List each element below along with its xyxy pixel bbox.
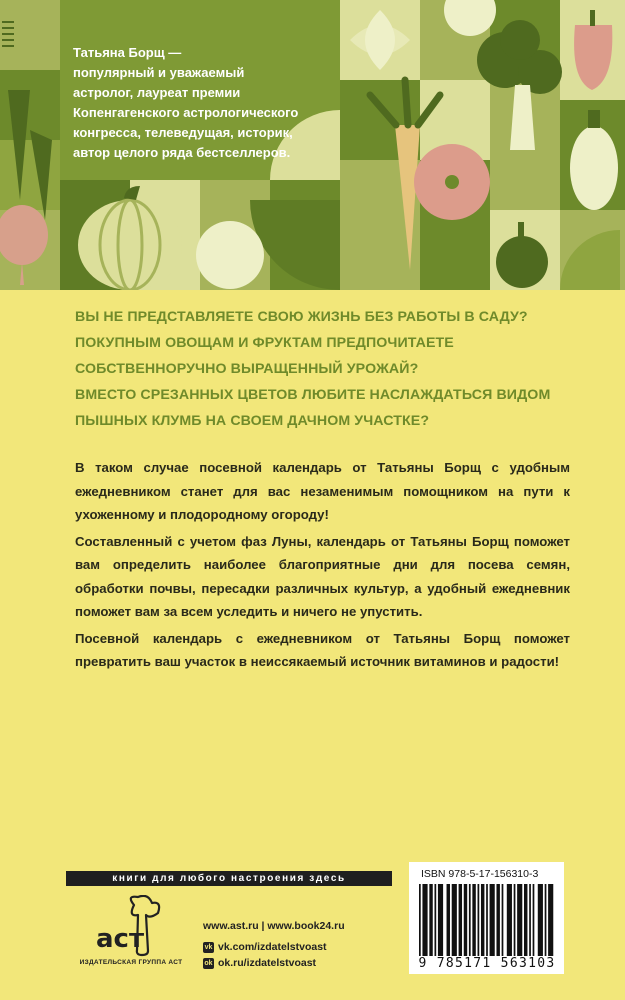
barcode-bar bbox=[514, 884, 516, 956]
barcode-bar bbox=[438, 884, 443, 956]
publisher-websites[interactable]: www.ast.ru | www.book24.ru bbox=[203, 920, 345, 932]
barcode-bar bbox=[524, 884, 527, 956]
barcode-bar bbox=[533, 884, 535, 956]
barcode-bar bbox=[447, 884, 450, 956]
teaser-questions bbox=[75, 304, 575, 434]
author-blurb-line: астролог, лауреат премии bbox=[73, 85, 241, 100]
description-paragraph: В таком случае посевной календарь от Татьяны Борщ с удобным ежедневником станет для вас незаменимым помощником на пути к ухоженному и плодородному огороду! bbox=[75, 460, 570, 522]
isbn-text: ISBN 978-5-17-156310-3 bbox=[421, 868, 539, 880]
teaser-line: ВМЕСТО СРЕЗАННЫХ ЦВЕТОВ ЛЮБИТЕ НАСЛАЖДАТЬСЯ ВИДОМ bbox=[75, 387, 551, 403]
teaser-line: ПЫШНЫХ КЛУМБ НА СВОЕМ ДАЧНОМ УЧАСТКЕ? bbox=[75, 413, 430, 429]
description-paragraph: Составленный с учетом фаз Луны, календарь от Татьяны Борщ поможет вам определить наиболее благоприятные дни для посева семян, обработки почвы, пересадки различных культур, а удобный ежедневник поможет вам за всем уследить и ничего не упустить. bbox=[75, 533, 570, 619]
tagline-bar: книги для любого настроения здесь bbox=[66, 871, 392, 886]
barcode-panel bbox=[409, 862, 564, 974]
author-blurb bbox=[73, 43, 333, 163]
vk-icon: vk bbox=[204, 943, 213, 951]
barcode-bar bbox=[478, 884, 480, 956]
barcode-bar bbox=[517, 884, 522, 956]
barcode-digits: 9 785171 563103 bbox=[418, 956, 556, 971]
barcode-bar bbox=[434, 884, 436, 956]
teaser-line: ВЫ НЕ ПРЕДСТАВЛЯЕТЕ СВОЮ ЖИЗНЬ БЕЗ РАБОТЫ В САДУ? bbox=[75, 309, 528, 325]
barcode-bar bbox=[538, 884, 543, 956]
barcode-bar bbox=[419, 884, 421, 956]
barcode-bar bbox=[507, 884, 512, 956]
author-blurb-line: Татьяна Борщ — bbox=[73, 45, 182, 60]
barcode-bar bbox=[469, 884, 471, 956]
publisher-label: ИЗДАТЕЛЬСКАЯ ГРУППА АСТ bbox=[79, 959, 183, 966]
logo-text: аст bbox=[96, 924, 145, 954]
barcode-bars bbox=[419, 884, 555, 956]
barcode-bar bbox=[464, 884, 467, 956]
author-blurb-line: Копенгагенского астрологического bbox=[73, 105, 299, 120]
ok-icon: ok bbox=[204, 959, 213, 967]
author-blurb-line: конгресса, телеведущая, историк, bbox=[73, 125, 293, 140]
social-link-text: vk.com/izdatelstvoast bbox=[218, 941, 327, 953]
social-link-ok[interactable] bbox=[203, 957, 316, 969]
barcode-bar bbox=[490, 884, 495, 956]
barcode-bar bbox=[529, 884, 531, 956]
teaser-line: СОБСТВЕННОРУЧНО ВЫРАЩЕННЫЙ УРОЖАЙ? bbox=[75, 361, 419, 377]
social-link-text: ok.ru/izdatelstvoast bbox=[218, 957, 317, 969]
barcode-bar bbox=[502, 884, 504, 956]
barcode-bar bbox=[481, 884, 484, 956]
barcode-bar bbox=[496, 884, 499, 956]
social-link-vk[interactable] bbox=[203, 941, 327, 953]
description bbox=[75, 456, 570, 677]
barcode-bar bbox=[548, 884, 553, 956]
description-paragraph: Посевной календарь с ежедневником от Татьяны Борщ поможет превратить ваш участок в неиссякаемый источник витаминов и радости! bbox=[75, 630, 570, 669]
barcode-bar bbox=[429, 884, 432, 956]
barcode-bar bbox=[486, 884, 488, 956]
barcode-bar bbox=[459, 884, 462, 956]
teaser-line: ПОКУПНЫМ ОВОЩАМ И ФРУКТАМ ПРЕДПОЧИТАЕТЕ bbox=[75, 335, 454, 351]
barcode-bar bbox=[545, 884, 547, 956]
barcode-bar bbox=[452, 884, 457, 956]
author-blurb-line: автор целого ряда бестселлеров. bbox=[73, 145, 291, 160]
author-blurb-line: популярный и уважаемый bbox=[73, 65, 245, 80]
barcode-bar bbox=[422, 884, 427, 956]
barcode-bar bbox=[472, 884, 475, 956]
